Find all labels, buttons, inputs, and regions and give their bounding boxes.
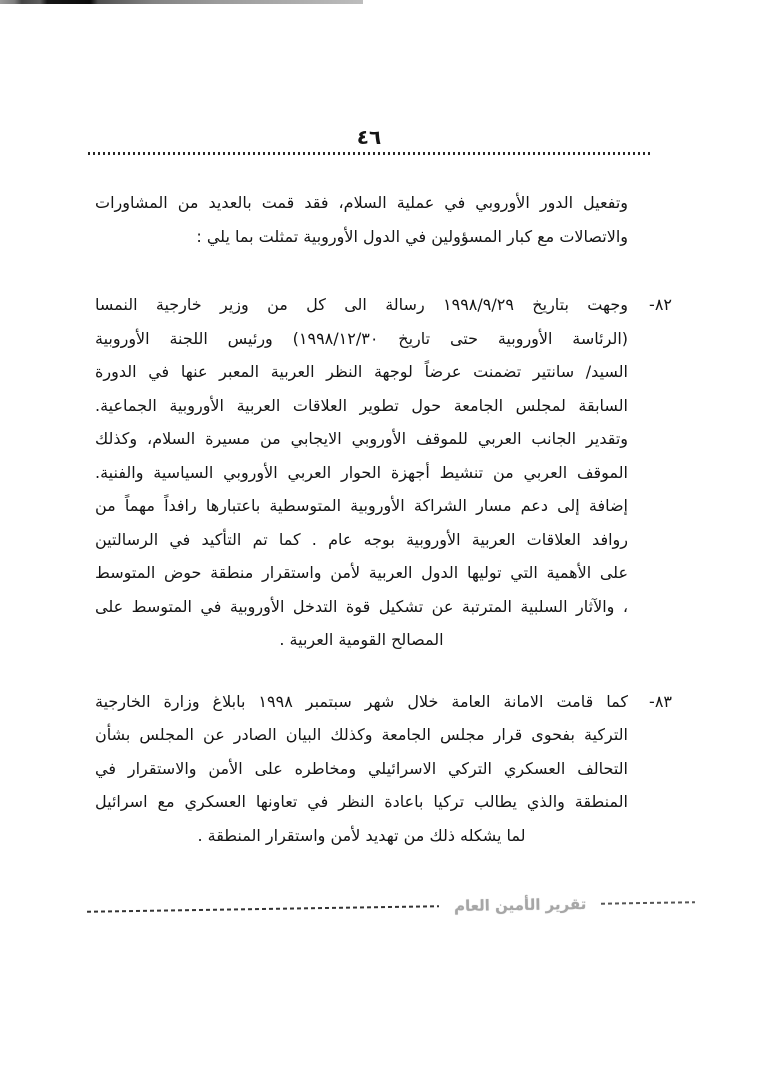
text-line: السيد/ سانتير تضمنت عرضاً لوجهة النظر العربية المعبر عنها في الدورة: [95, 362, 628, 381]
numbered-item-82: [95, 288, 672, 657]
text-line: المصالح القومية العربية .: [279, 630, 444, 649]
text-line: وجهت بتاريخ ١٩٩٨/٩/٢٩ رسالة الى كل من وزير خارجية النمسا: [95, 295, 628, 314]
text-line: وتقدير الجانب العربي للموقف الأوروبي الايجابي من مسيرة السلام، وكذلك: [95, 429, 628, 448]
text-line: على الأهمية التي توليها الدول العربية لأمن واستقرار منطقة حوض المتوسط: [95, 563, 628, 582]
text-line: كما قامت الامانة العامة خلال شهر سبتمبر ١٩٩٨ بابلاغ وزارة الخارجية: [95, 691, 628, 711]
item-82-text: [95, 288, 628, 657]
header-dotted-rule: [88, 152, 650, 155]
text-line: التركية بفحوى قرار مجلس الجامعة وكذلك البيان الصادر عن المجلس بشأن: [95, 725, 628, 744]
footer-dashed-rule-long: [87, 905, 439, 913]
scanner-artifact-bar: [0, 0, 363, 4]
footer-dashed-rule-short: [601, 901, 695, 905]
page-footer: [87, 893, 695, 921]
text-line: الموقف العربي من تنشيط أجهزة الحوار العربي الأوروبي السياسية والفنية.: [95, 462, 628, 482]
text-line: وتفعيل الدور الأوروبي في عملية السلام، فقد قمت بالعديد من المشاورات: [95, 193, 628, 212]
footer-stamp-text: تقرير الأمين العام: [453, 894, 587, 916]
text-line: روافد العلاقات العربية الأوروبية بوجه عام . كما تم التأكيد في الرسالتين: [95, 529, 628, 549]
text-line: (الرئاسة الأوروبية حتى تاريخ ١٩٩٨/١٢/٣٠) ورئيس اللجنة الأوروبية: [95, 328, 628, 348]
text-line: ، والآثار السلبية المترتبة عن تشكيل قوة التدخل الأوروبية في المتوسط على: [95, 596, 628, 616]
item-83-marker: ٨٣-: [649, 691, 672, 711]
text-line: لما يشكله ذلك من تهديد لأمن واستقرار المنطقة .: [197, 825, 526, 845]
item-82-marker: ٨٢-: [649, 295, 672, 314]
item-83-text: [95, 685, 628, 853]
text-line: التحالف العسكري التركي الاسرائيلي ومخاطره على الأمن والاستقرار في: [95, 758, 628, 778]
page-header: [0, 0, 758, 155]
text-line: المنطقة والذي يطالب تركيا باعادة النظر في تعاونها العسكري مع اسرائيل: [95, 792, 628, 811]
numbered-item-83: [95, 685, 672, 853]
text-line: والاتصالات مع كبار المسؤولين في الدول الأوروبية تمثلت بما يلي :: [196, 226, 628, 246]
page-number: ٤٦: [356, 125, 382, 149]
text-line: السابقة لمجلس الجامعة حول تطوير العلاقات العربية الأوروبية الجماعية.: [95, 395, 628, 415]
intro-paragraph: [95, 186, 672, 253]
text-line: إضافة إلى دعم مسار الشراكة الأوروبية المتوسطية باعتبارها رافداً مهماً من: [95, 496, 628, 515]
